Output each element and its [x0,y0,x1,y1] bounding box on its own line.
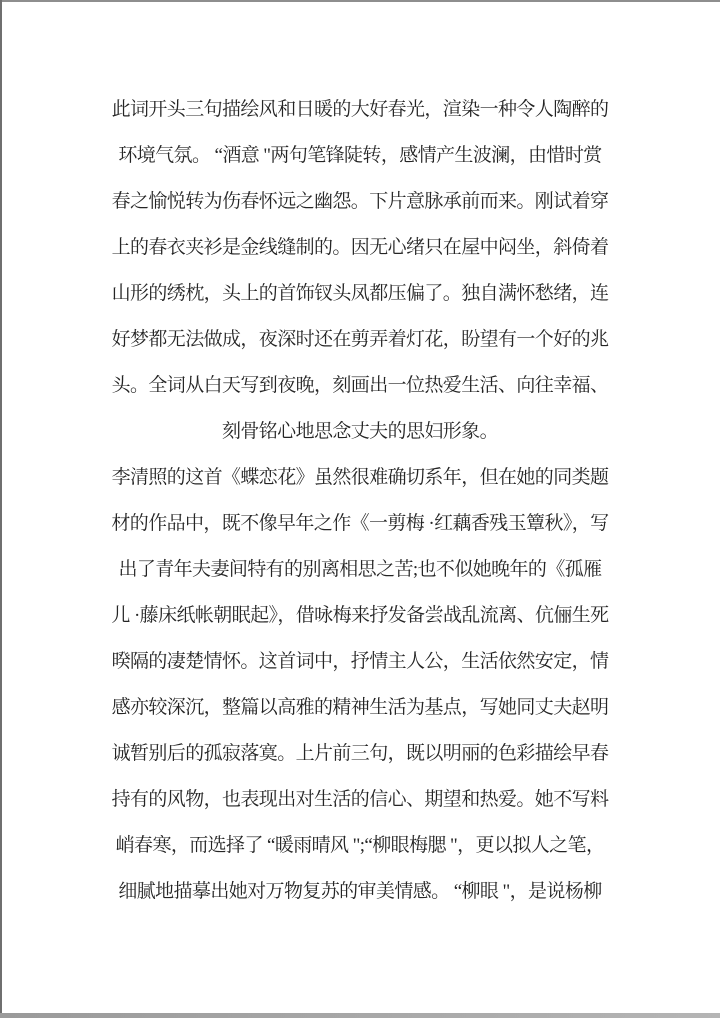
page-left-edge [0,0,2,1018]
text-line: 持有的风物，也表现出对生活的信心、期望和热爱。她不写料 [111,789,609,810]
text-line: 山形的绣枕，头上的首饰钗头凤都压偏了。独自满怀愁绪，连 [111,283,609,304]
text-line: 诚暂别后的孤寂落寞。上片前三句，既以明丽的色彩描绘早春 [111,743,609,764]
text-line: 出了青年夫妻间特有的别离相思之苦;也不似她晚年的《孤雁 [118,559,602,580]
text-line: 环境气氛。 “酒意 "两句笔锋陡转，感情产生波澜，由惜时赏 [118,145,602,166]
text-line: 头。全词从白天写到夜晚，刻画出一位热爱生活、向往幸福、 [111,375,609,396]
text-line: 好梦都无法做成，夜深时还在剪弄着灯花，盼望有一个好的兆 [111,329,609,350]
text-line: 春之愉悦转为伤春怀远之幽怨。下片意脉承前而来。刚试着穿 [111,191,609,212]
page-top-edge [0,0,720,2]
text-line: 儿 ·藤床纸帐朝眠起》，借咏梅来抒发备尝战乱流离、伉俪生死 [111,605,609,626]
text-line: 暌隔的凄楚情怀。这首词中，抒情主人公，生活依然安定，情 [111,651,609,672]
text-line: 材的作品中，既不像早年之作《一剪梅 ·红藕香残玉簟秋》，写 [111,513,609,534]
text-line: 此词开头三句描绘风和日暖的大好春光，渲染一种令人陶醉的 [111,99,609,120]
page-bottom-edge [0,1013,720,1018]
text-line: 细腻地描摹出她对万物复苏的审美情感。 “柳眼 "，是说杨柳 [118,881,602,902]
text-line: 峭春寒，而选择了 “暖雨晴风 ";“柳眼梅腮 "，更以拟人之笔， [115,835,605,856]
paragraph-commentary-1 [10,87,710,455]
document-body [10,87,710,915]
text-line: 李清照的这首《蝶恋花》虽然很难确切系年，但在她的同类题 [111,467,609,488]
text-line: 感亦较深沉，整篇以高雅的精神生活为基点，写她同丈夫赵明 [111,697,609,718]
text-line: 刻骨铭心地思念丈夫的思妇形象。 [221,421,498,442]
text-line: 上的春衣夹衫是金线缝制的。因无心绪只在屋中闷坐，斜倚着 [111,237,609,258]
paragraph-commentary-2 [10,455,710,915]
